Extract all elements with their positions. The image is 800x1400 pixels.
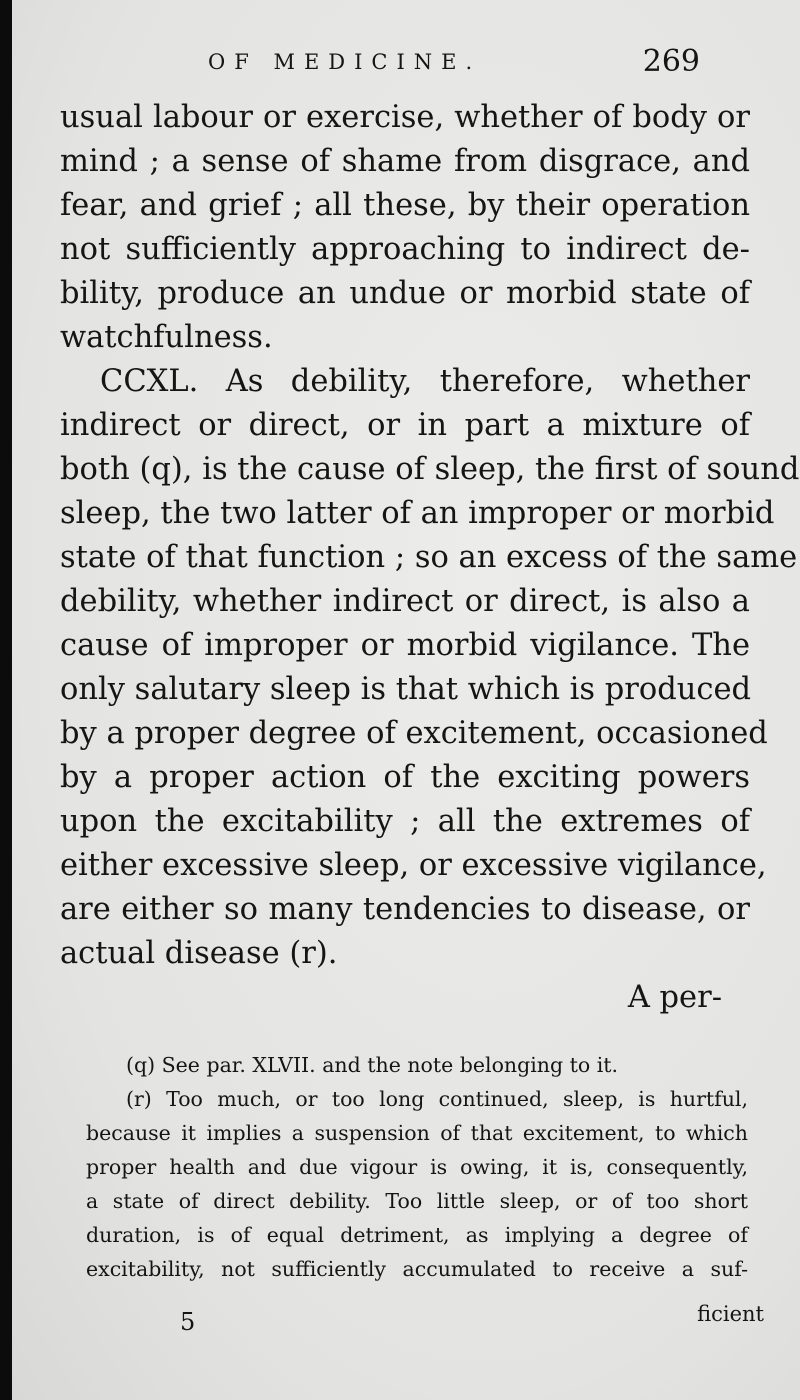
text-line: indirect or direct, or in part a mixture of — [60, 408, 750, 443]
text-line: mind ; a sense of shame from disgrace, and — [60, 144, 750, 179]
text-line: upon the excitability ; all the extremes of — [60, 804, 750, 839]
running-head: OF MEDICINE. — [208, 50, 482, 74]
text-line: watchfulness. — [60, 320, 273, 355]
signature-mark: 5 — [180, 1308, 196, 1336]
text-line: by a proper degree of excitement, occasioned — [60, 716, 768, 751]
text-line: only salutary sleep is that which is produced — [60, 672, 752, 707]
catchword: A per- — [627, 980, 722, 1015]
footnote-line: excitability, not sufficiently accumulated to receive a suf- — [86, 1257, 748, 1281]
footnote-line: proper health and due vigour is owing, it is, consequently, — [86, 1155, 748, 1179]
page-footer — [12, 1302, 800, 1342]
text-line: usual labour or exercise, whether of body or — [60, 100, 750, 135]
body-text — [60, 96, 800, 976]
page-header — [12, 44, 800, 84]
text-line: bility, produce an undue or morbid state of — [60, 276, 750, 311]
paragraph-ccxl-start: CCXL. As debility, therefore, whether — [100, 364, 750, 399]
text-line: actual disease (r). — [60, 936, 338, 971]
footnotes — [86, 1048, 748, 1286]
footnote-line: duration, is of equal detriment, as implying a degree of — [86, 1223, 748, 1247]
text-line: either excessive sleep, or excessive vigilance, — [60, 848, 767, 883]
footnote-r: (r) Too much, or too long continued, sleep, is hurtful, — [126, 1087, 748, 1111]
text-line: state of that function ; so an excess of the same — [60, 540, 798, 575]
text-line: cause of improper or morbid vigilance. The — [60, 628, 750, 663]
footnote-line: a state of direct debility. Too little sleep, or of too short — [86, 1189, 748, 1213]
footnote-catchword: ficient — [697, 1302, 764, 1326]
text-line: not sufficiently approaching to indirect de- — [60, 232, 750, 267]
page-number: 269 — [642, 44, 700, 79]
text-line: by a proper action of the exciting powers — [60, 760, 750, 795]
text-line: debility, whether indirect or direct, is also a — [60, 584, 750, 619]
text-line: sleep, the two latter of an improper or morbid — [60, 496, 775, 531]
text-line: both (q), is the cause of sleep, the first of sound — [60, 452, 800, 487]
text-line: are either so many tendencies to disease, or — [60, 892, 750, 927]
text-line: fear, and grief ; all these, by their operation — [60, 188, 750, 223]
book-page — [12, 0, 800, 1400]
footnote-q: (q) See par. XLVII. and the note belonging to it. — [126, 1053, 619, 1077]
footnote-line: because it implies a suspension of that excitement, to which — [86, 1121, 748, 1145]
